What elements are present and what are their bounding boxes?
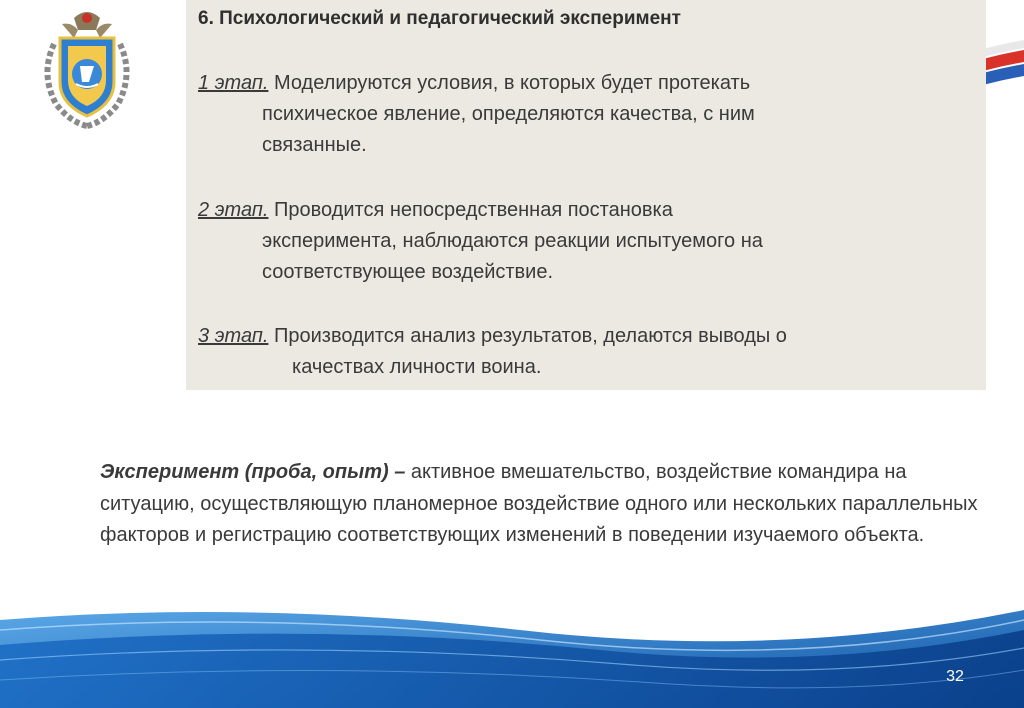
stage-1: [198, 68, 978, 161]
stage-2-first-line: Проводится непосредственная постановка: [268, 199, 673, 221]
stage-2-label: 2 этап.: [198, 199, 269, 221]
stage-1-label: 1 этап.: [198, 72, 269, 94]
stage-3-label: 3 этап.: [198, 325, 269, 347]
stage-1-first-line: Моделируются условия, в которых будет протекать: [268, 72, 751, 94]
emblem-icon: [34, 4, 140, 132]
definition-term: Эксперимент (проба, опыт) –: [100, 461, 406, 483]
stage-3-first-line: Производится анализ результатов, делаются выводы о: [268, 325, 787, 347]
footer-waves: [0, 590, 1024, 708]
definition-text: активное вмешательство, воздействие командира на ситуацию, осуществляющую планомерное воздействие одного или нескольких параллельных факторов и регистрацию соответствующих изменений в поведении изучаемого объекта.: [100, 461, 978, 546]
stage-1-line-2: психическое явление, определяются качества, с ним: [262, 103, 755, 125]
slide-title: 6. Психологический и педагогический эксперимент: [198, 8, 681, 29]
page-number: 32: [946, 668, 964, 685]
stage-1-line-3: связанные.: [262, 134, 367, 156]
stages-box: [186, 0, 986, 390]
stage-2: [198, 195, 978, 288]
stage-2-line-2: эксперимента, наблюдаются реакции испытуемого на: [262, 230, 763, 252]
definition: [100, 457, 990, 552]
stage-3-line-2: качествах личности воина.: [292, 356, 542, 378]
stage-3: [198, 321, 978, 383]
stage-2-line-3: соответствующее воздействие.: [262, 261, 553, 283]
